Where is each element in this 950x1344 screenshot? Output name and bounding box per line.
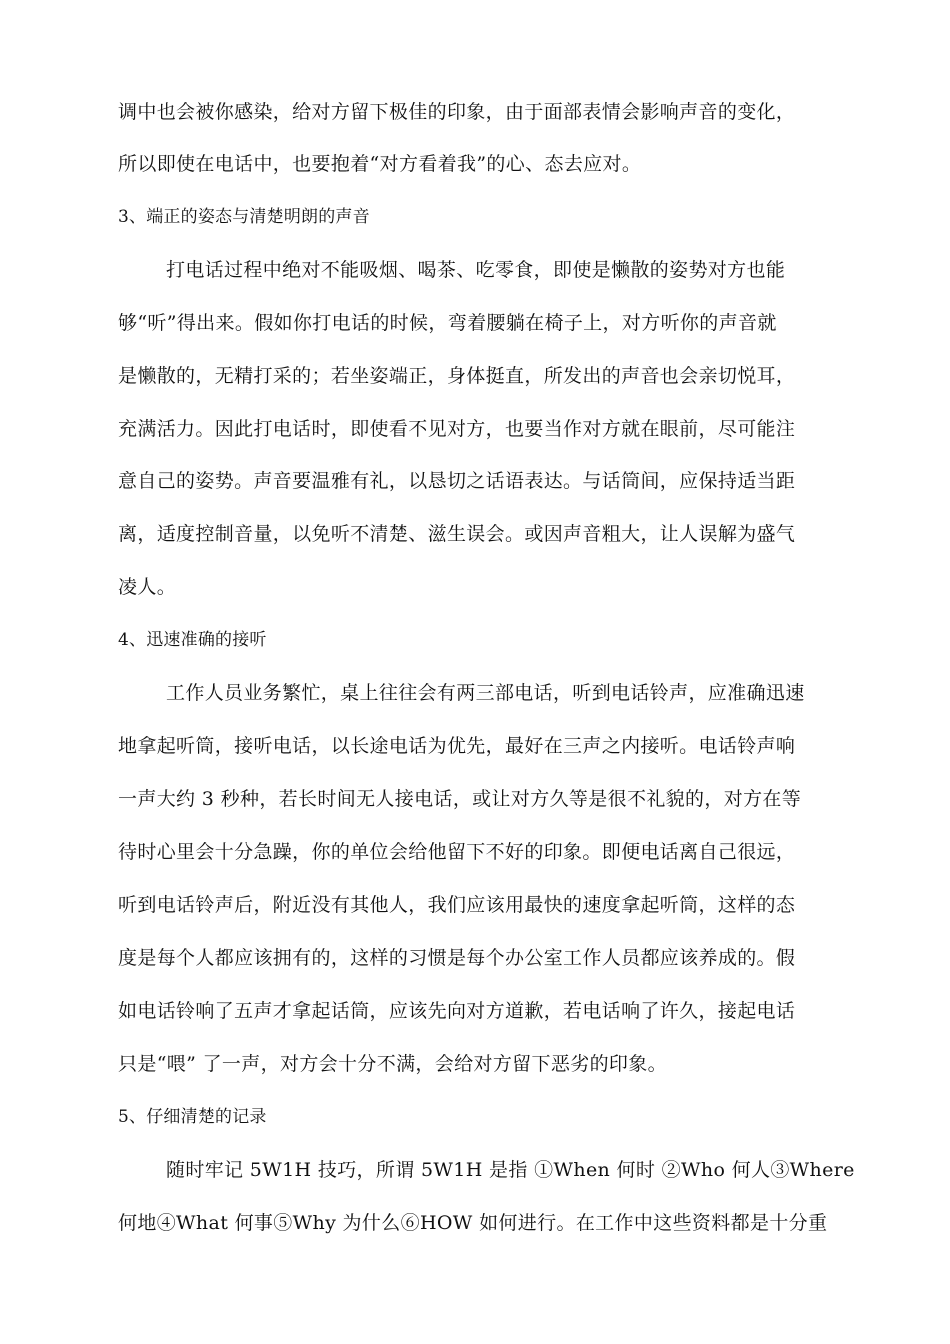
paragraph-line: 只是“喂” 了一声，对方会十分不满，会给对方留下恶劣的印象。 <box>118 1053 667 1075</box>
paragraph-line: 地拿起听筒，接听电话，以长途电话为优先，最好在三声之内接听。电话铃声响 <box>118 735 796 757</box>
paragraph-line: 是懒散的，无精打采的；若坐姿端正，身体挺直，所发出的声音也会亲切悦耳， <box>118 365 796 387</box>
paragraph-line: 如电话铃响了五声才拿起话筒，应该先向对方道歉，若电话响了许久，接起电话 <box>118 1000 796 1022</box>
paragraph-line: 度是每个人都应该拥有的，这样的习惯是每个办公室工作人员都应该养成的。假 <box>118 947 796 969</box>
paragraph-line: 所以即使在电话中，也要抱着“对方看着我”的心、态去应对。 <box>118 153 642 175</box>
paragraph-line: 工作人员业务繁忙，桌上往往会有两三部电话，听到电话铃声，应准确迅速 <box>166 682 805 704</box>
paragraph-line: 够“听”得出来。假如你打电话的时候，弯着腰躺在椅子上，对方听你的声音就 <box>118 312 777 334</box>
paragraph-line: 离，适度控制音量，以免听不清楚、滋生误会。或因声音粗大，让人误解为盛气 <box>118 523 796 545</box>
paragraph-line: 充满活力。因此打电话时，即使看不见对方，也要当作对方就在眼前，尽可能注 <box>118 418 796 440</box>
paragraph-line: 凌人。 <box>118 576 177 598</box>
paragraph-line: 一声大约 3 秒种，若长时间无人接电话，或让对方久等是很不礼貌的，对方在等 <box>118 788 802 810</box>
paragraph-line: 调中也会被你感染，给对方留下极佳的印象，由于面部表情会影响声音的变化， <box>118 101 796 123</box>
section-heading-5: 5、仔细清楚的记录 <box>118 1107 267 1127</box>
paragraph-line: 听到电话铃声后，附近没有其他人，我们应该用最快的速度拿起听筒，这样的态 <box>118 894 796 916</box>
paragraph-line: 待时心里会十分急躁，你的单位会给他留下不好的印象。即便电话离自己很远， <box>118 841 796 863</box>
paragraph-line: 随时牢记 5W1H 技巧，所谓 5W1H 是指 ①When 何时 ②Who 何人③Where <box>166 1159 855 1181</box>
paragraph-line: 何地④What 何事⑤Why 为什么⑥HOW 如何进行。在工作中这些资料都是十分重 <box>118 1212 828 1234</box>
section-heading-3: 3、端正的姿态与清楚明朗的声音 <box>118 207 370 227</box>
section-heading-4: 4、迅速准确的接听 <box>118 630 267 650</box>
paragraph-line: 打电话过程中绝对不能吸烟、喝茶、吃零食，即使是懒散的姿势对方也能 <box>166 259 786 281</box>
paragraph-line: 意自己的姿势。声音要温雅有礼，以恳切之话语表达。与话筒间，应保持适当距 <box>118 470 796 492</box>
